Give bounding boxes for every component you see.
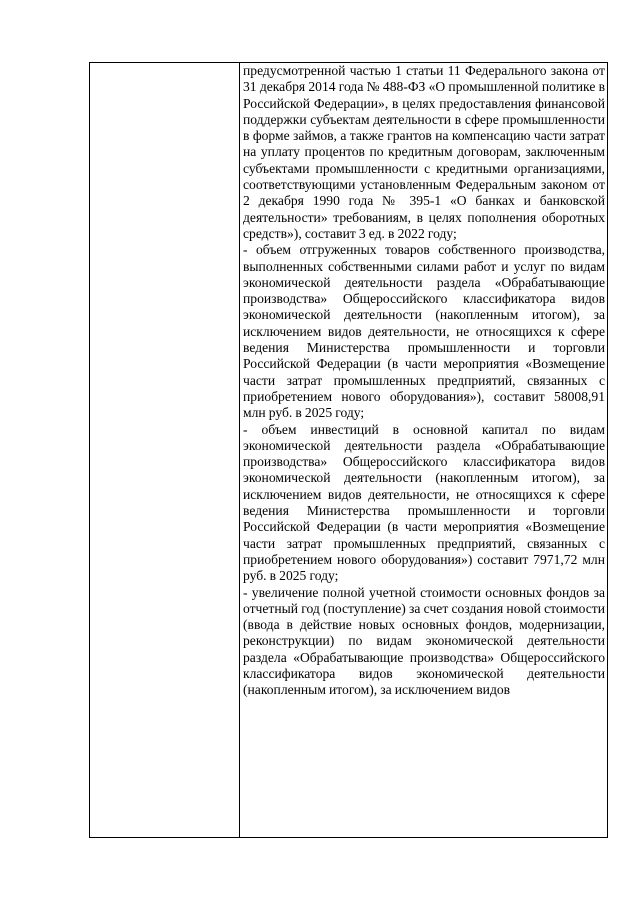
- content-table: [89, 62, 608, 838]
- table-left-cell: [90, 63, 240, 837]
- paragraph-shipped-goods-volume: - объем отгруженных товаров собственного производства, выполненных собственными силами работ и услуг по видам экономической деятельности раздела «Обрабатывающие производства» Общероссийского классификатора видов экономической деятельности (накопленным итогом), за исключением видов деятельности, не относящихся к сфере ведения Министерства промышленности и торговли Российской Федерации (в части мероприятия «Возмещение части затрат промышленных предприятий, связанных с приобретением нового оборудования»), составит 58008,91 млн руб. в 2025 году;: [243, 242, 605, 421]
- table-right-cell: [240, 63, 607, 837]
- paragraph-investment-volume: - объем инвестиций в основной капитал по видам экономической деятельности раздела «Обрабатывающие производства» Общероссийского классификатора видов экономической деятельности (накопленным итогом), за исключением видов деятельности, не относящихся к сфере ведения Министерства промышленности и торговли Российской Федерации (в части мероприятия «Возмещение части затрат промышленных предприятий, связанных с приобретением нового оборудования») составит 7971,72 млн руб. в 2025 году;: [243, 421, 605, 584]
- paragraph-tail-of-indicator: предусмотренной частью 1 статьи 11 Федерального закона от 31 декабря 2014 года № 488-ФЗ «О промышленной политике в Российской Федерации», в целях предоставления финансовой поддержки субъектам деятельности в сфере промышленности в форме займов, а также грантов на компенсацию части затрат на уплату процентов по кредитным договорам, заключенным субъектами промышленности с кредитными организациями, соответствующими установленным Федеральным законом от 2 декабря 1990 года № 395-1 «О банках и банковской деятельности» требованиям, в целях пополнения оборотных средств»), составит 3 ед. в 2022 году;: [243, 63, 605, 241]
- paragraph-fixed-assets-increase: - увеличение полной учетной стоимости основных фондов за отчетный год (поступление) за счет создания новой стоимости (ввода в действие новых основных фондов, модернизации, реконструкции) по видам экономической деятельности раздела «Обрабатывающие производства» Общероссийского классификатора видов экономической деятельности (накопленным итогом), за исключением видов: [243, 584, 605, 698]
